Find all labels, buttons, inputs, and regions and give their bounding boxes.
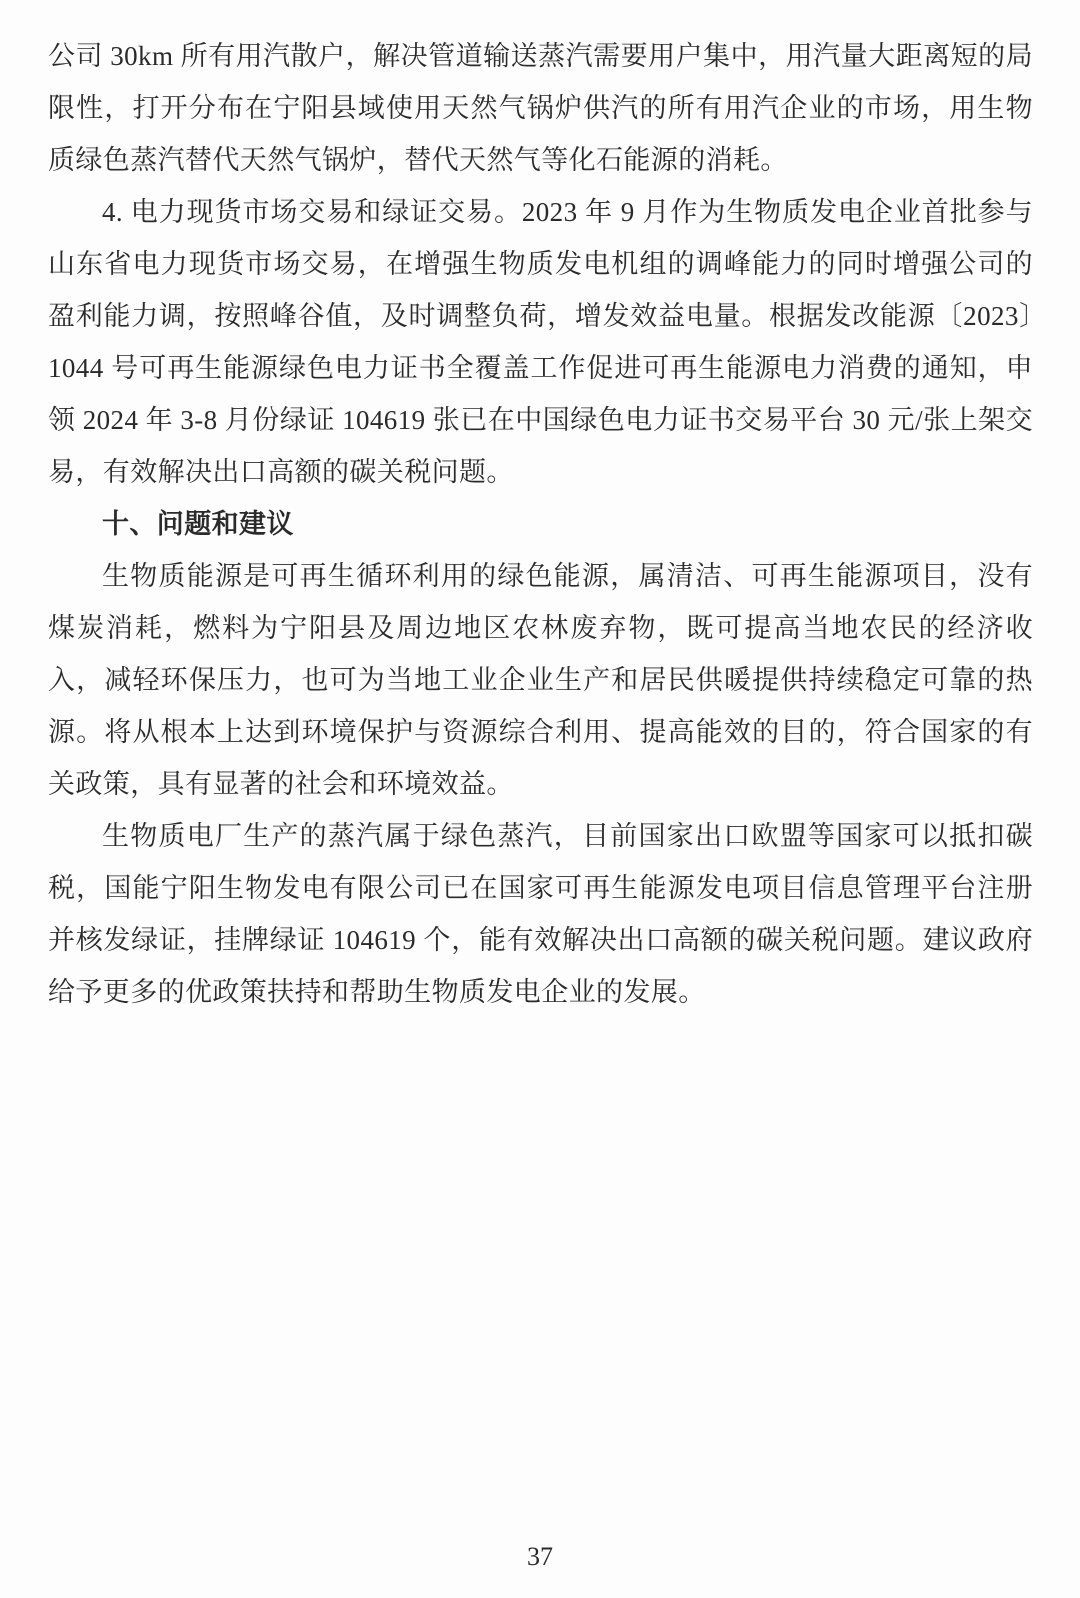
paragraph-item4-power-spot-trading: 4. 电力现货市场交易和绿证交易。2023 年 9 月作为生物质发电企业首批参与山东省电力现货市场交易，在增强生物质发电机组的调峰能力的同时增强公司的盈利能力调，按照峰谷值，及时调整负荷，增发效益电量。根据发改能源〔2023〕1044 号可再生能源绿色电力证书全覆盖工作促进可再生能源电力消费的通知，申领 2024 年 3-8 月份绿证 104619 张已在中国绿色电力证书交易平台 30 元/张上架交易，有效解决出口高额的碳关税问题。 (48, 197, 1033, 487)
paragraph-biomass-plant-green-steam: 生物质电厂生产的蒸汽属于绿色蒸汽，目前国家出口欧盟等国家可以抵扣碳税，国能宁阳生物发电有限公司已在国家可再生能源发电项目信息管理平台注册并核发绿证，挂牌绿证 104619 个，能有效解决出口高额的碳关税问题。建议政府给予更多的优政策扶持和帮助生物质发电企业的发展。 (48, 821, 1033, 1007)
paragraph-steam-users-continuation: 公司 30km 所有用汽散户，解决管道输送蒸汽需要用户集中，用汽量大距离短的局限性，打开分布在宁阳县域使用天然气锅炉供汽的所有用汽企业的市场，用生物质绿色蒸汽替代天然气锅炉，替代天然气等化石能源的消耗。 (48, 41, 1033, 175)
section-heading-problems-and-suggestions: 十、问题和建议 (102, 509, 294, 539)
paragraph-biomass-energy-benefits: 生物质能源是可再生循环利用的绿色能源，属清洁、可再生能源项目，没有煤炭消耗，燃料为宁阳县及周边地区农林废弃物，既可提高当地农民的经济收入，减轻环保压力，也可为当地工业企业生产和居民供暖提供持续稳定可靠的热源。将从根本上达到环境保护与资源综合利用、提高能效的目的，符合国家的有关政策，具有显著的社会和环境效益。 (48, 561, 1033, 799)
page-number: 37 (527, 1542, 553, 1571)
